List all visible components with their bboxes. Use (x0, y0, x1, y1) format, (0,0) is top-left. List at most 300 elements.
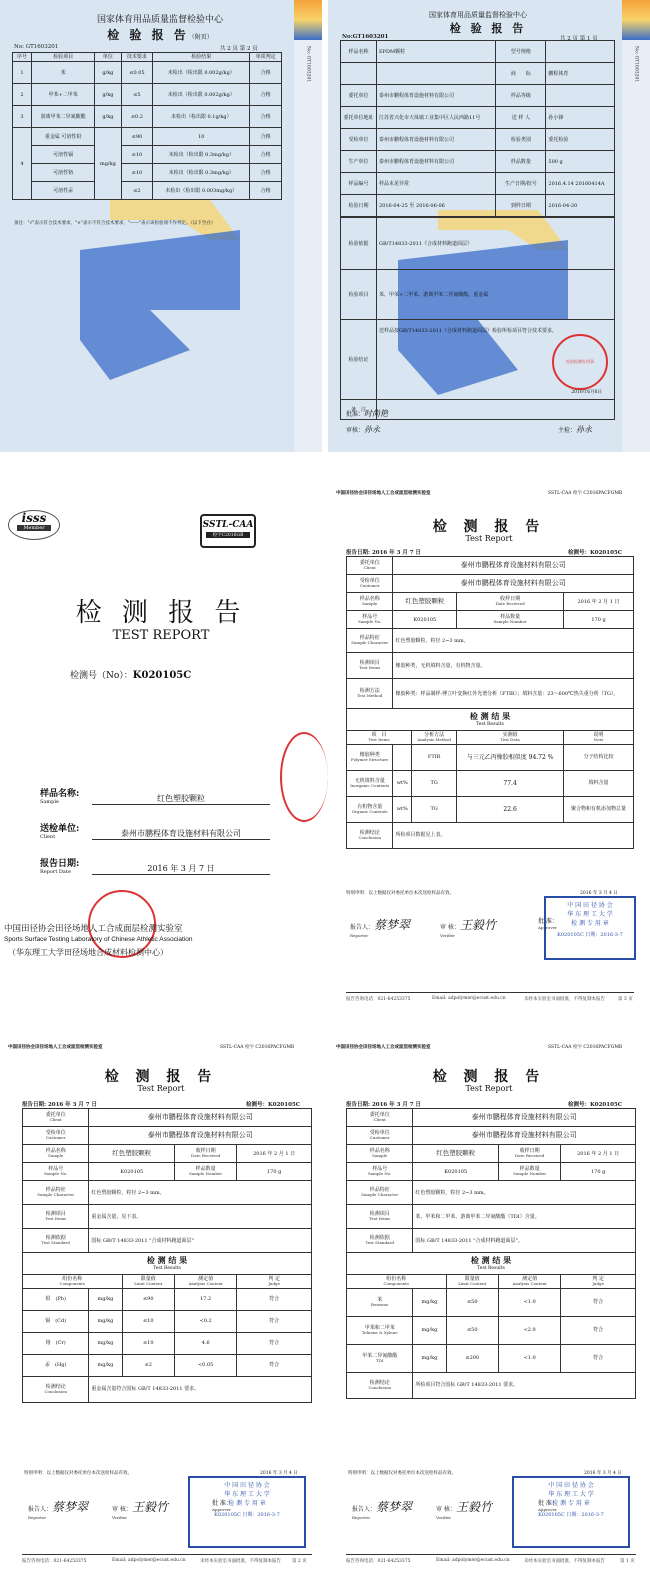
conclusion-value: 所检项目符合国标 GB/T 14833-2011 要求。 (413, 1372, 636, 1398)
table-row (347, 744, 634, 770)
report-number: 检测号：K020105C (246, 1102, 301, 1108)
sample-label: 样品名称 Sample (347, 1145, 413, 1163)
detail-table (340, 217, 615, 420)
column-header: 技术要求 (121, 53, 153, 62)
cover-field: 送检单位: Client 泰州市鹏程体育设施材料有限公司 (40, 821, 270, 840)
field-value: 2016-04-20 (546, 195, 615, 217)
method-value: 橡胶种类：样品制样-傅立叶变换红外光谱分析（FTIR）；填料含量：23～600℃热失重分析（TG）。 (393, 679, 634, 709)
table-row (341, 151, 615, 173)
standard-value: 国标 GB/T 14833-2011 "合成材料跑道面层" (89, 1229, 312, 1253)
table-row (347, 1344, 636, 1372)
client-value: 泰州市鹏程体育设施材料有限公司 (393, 557, 634, 575)
result: 10 (153, 128, 250, 146)
unit: mg/kg (89, 1354, 122, 1376)
table-row (23, 1229, 312, 1253)
limit: ≤10 (121, 146, 153, 164)
report-title: 检 测 报 告 (104, 1069, 218, 1085)
table-row (347, 557, 634, 575)
table-cell: g/kg (95, 62, 121, 84)
table-row (341, 63, 615, 85)
character-value: 红色塑胶颗粒，粒径 2~3 mm。 (413, 1181, 636, 1205)
table-cell: 未检出（检出限 0.002g/kg） (153, 62, 250, 84)
report-cover (0, 470, 322, 1010)
side-number: No: GT1603201 (633, 46, 639, 83)
character-label: 样品特征 Sample Character (23, 1181, 89, 1205)
client-label: 委托单位 Client (347, 557, 393, 575)
item-name: 有机物含量 Organic Contents (347, 796, 393, 822)
basis-value: GB/T14833-2011《合成材料跑道面层》 (377, 218, 615, 270)
table-row (13, 106, 282, 128)
footer-email: Email: adpolymer@ecust.edu.cn (432, 996, 506, 1001)
center-logo-icon (622, 0, 650, 40)
report-date: 报告日期: 2016 年 3 月 7 日 (346, 550, 421, 556)
column-header: 组份名称 Components (23, 1274, 123, 1288)
component: 甲苯和二甲苯 Toluene & Xylene (347, 1316, 413, 1344)
component-name: 重金属 可溶性铅 (31, 128, 94, 146)
table-cell: g/kg (95, 106, 121, 128)
measured: <0.05 (175, 1354, 237, 1376)
table-row (347, 653, 634, 679)
table-cell: ≤0.2 (121, 106, 153, 128)
isss-badge: isss Member (8, 510, 60, 540)
received-label: 收样日期 Date Received (457, 593, 564, 611)
field-value: EPDM颗粒 (377, 41, 496, 63)
basis-label: 检验依据 (341, 218, 377, 270)
remark-label: 备 注 (341, 400, 377, 420)
sample-no-value: K020105 (393, 611, 457, 629)
sample-no-label: 样品号 Sample No. (347, 611, 393, 629)
sign-note: 特别申明：以上数据仅对委托单位本次送检样品有效。 (24, 1471, 132, 1476)
approver-row: 批 准： Approver (212, 1500, 232, 1512)
component: 甲苯二异氰酸酯 TDI (347, 1344, 413, 1372)
client-label: 委托单位 Client (23, 1109, 89, 1127)
table-row (341, 41, 615, 63)
report-date: 报告日期: 2016 年 3 月 7 日 (22, 1102, 97, 1108)
table-row (23, 1332, 312, 1354)
field-label: 送 样 人 (496, 107, 546, 129)
measured: 17.2 (175, 1288, 237, 1310)
sign-date: 2016 年 3 月 4 日 (580, 891, 618, 896)
column-header: 分析方法 Analysis Method (412, 730, 457, 744)
field-label: 商 标 (496, 63, 546, 85)
limit: ≤90 (122, 1288, 175, 1310)
cover-field: 报告日期: Report Date 2016 年 3 月 7 日 (40, 856, 270, 875)
report-number: No:GT1603201 (342, 34, 389, 40)
table-row (347, 575, 634, 593)
items-value: 重金属含量，见下表。 (89, 1205, 312, 1229)
footer-note: 未经本实验室书面批准，不得复制本报告 (524, 1559, 605, 1564)
cover-field-value: 2016 年 3 月 7 日 (92, 863, 270, 875)
judge: 符合 (237, 1288, 312, 1310)
test-data: 与三元乙丙橡胶相似度 94.72 % (457, 744, 564, 770)
character-value: 红色塑胶颗粒，粒径 2~3 mm。 (89, 1181, 312, 1205)
verifier-row: 审 核：王毅竹 Verifier (440, 918, 496, 938)
cover-title: 检 测 报 告 (75, 598, 247, 628)
component: 铬 (Cr) (23, 1332, 89, 1354)
table-row (13, 164, 282, 182)
items-label: 检测项目 Test Items (347, 653, 393, 679)
table-cell: ≤5 (121, 84, 153, 106)
report-title-en: Test Report (465, 534, 513, 543)
header-right: SSTL-CAA 检字 C2016PACFGMR (548, 491, 623, 496)
report-page-2 (328, 0, 650, 452)
component: 苯 Benzene (347, 1288, 413, 1316)
field-label: 样品编号 (341, 173, 377, 195)
field-label: 样品等级 (496, 85, 546, 107)
column-header: 判 定 Judge (237, 1274, 312, 1288)
field-value: 泰州市鹏程体育设施材料有限公司 (377, 151, 496, 173)
method: TG (412, 770, 457, 796)
table-row (347, 1229, 636, 1253)
table-note: 备注："√"表示符合技术要求，"×"表示不符合技术要求，"——"表示该检验项不作判定。（以下空白） (14, 221, 216, 226)
field-value: 2016-04-25 至 2016-06-06 (377, 195, 496, 217)
sign-note: 特别申明：以上数据仅对委托单位本次送检样品有效。 (346, 891, 454, 896)
table-cell: 2 (13, 84, 32, 106)
column-header: 检验项目 (31, 53, 94, 62)
judge: 符合 (561, 1288, 636, 1316)
sstl-badge: SSTL-CAA 检字C2016GB (200, 514, 256, 548)
results-heading (347, 1253, 636, 1275)
conclusion-value: 所检项目数据见上表。 (393, 822, 634, 848)
results-title: 检 测 结 果 Test Results (347, 1253, 636, 1275)
sample-label: 样品名称 Sample (347, 593, 393, 611)
measured: 4.6 (175, 1332, 237, 1354)
note: 分子结构比较 (564, 744, 634, 770)
header-right: SSTL-CAA 检字 C2016PACFGMR (548, 1045, 623, 1050)
red-stamp: 检验检测专用章 (552, 334, 608, 390)
cover-field-value: 泰州市鹏程体育设施材料有限公司 (92, 828, 270, 840)
sign-date: 2016 年 3 月 4 日 (260, 1471, 298, 1476)
character-value: 红色塑胶颗粒，粒径 2~3 mm。 (393, 629, 634, 653)
standard-label: 检测依据 Test Standard (347, 1229, 413, 1253)
judge: 合格 (250, 146, 282, 164)
limit: ≤50 (446, 1288, 499, 1316)
test-data: 77.4 (457, 770, 564, 796)
field-value (546, 41, 615, 63)
judge: 符合 (237, 1310, 312, 1332)
received-value: 2016 年 2 月 1 日 (564, 593, 634, 611)
table-cell: 合格 (250, 106, 282, 128)
measured: <1.0 (499, 1344, 561, 1372)
report-page-heavy-metals (0, 1030, 322, 1572)
table-row (23, 1205, 312, 1229)
table-row (347, 1205, 636, 1229)
items-label: 检验项目 (341, 270, 377, 320)
field-value: 样品未见异常 (377, 173, 496, 195)
report-title: 检 测 报 告 (432, 519, 546, 535)
verifier-row: 审 核：王毅竹 Verifier (436, 1500, 492, 1520)
field-value: 500 g (546, 151, 615, 173)
limit: ≤10 (122, 1310, 175, 1332)
table-row (23, 1145, 312, 1163)
column-header: 单项判定 (250, 53, 282, 62)
column-header: 测定值 Analysis Content (499, 1274, 561, 1288)
sample-number-value: 170 g (561, 1163, 636, 1181)
character-label: 样品特征 Sample Character (347, 629, 393, 653)
judge: 符合 (561, 1344, 636, 1372)
table-row (347, 796, 634, 822)
standard-value: 国标 GB/T 14833-2011 "合成材料跑道面层"。 (413, 1229, 636, 1253)
unit: mg/kg (413, 1344, 446, 1372)
table-row (347, 679, 634, 709)
measured: <1.0 (499, 1288, 561, 1316)
field-label: 型号规格 (496, 41, 546, 63)
header-left: 中国田径协会田径场地人工合成面层检测实验室 (8, 1045, 103, 1050)
sample-number-value: 170 g (237, 1163, 312, 1181)
table-row (347, 1109, 636, 1127)
table-cell: 未检出（检出限 0.1g/kg） (153, 106, 250, 128)
method: TG (412, 796, 457, 822)
sample-no-label: 样品号 Sample No. (347, 1163, 413, 1181)
field-value: 委托检验 (546, 129, 615, 151)
table-row (341, 195, 615, 217)
column-header: 检验结果 (153, 53, 250, 62)
blue-stamp: 中 国 田 径 协 会 华 东 理 工 大 学 检 测 专 用 章 K020105C 日期：2016-3-7 (188, 1476, 306, 1548)
sample-number-label: 样品数量 Sample Number (499, 1163, 561, 1181)
table-row (23, 1354, 312, 1376)
table-row (347, 1163, 636, 1181)
table-cell: 甲苯+二甲苯 (31, 84, 94, 106)
report-date: 报告日期: 2016 年 3 月 7 日 (346, 1102, 421, 1108)
sample-number-label: 样品数量 Sample Number (175, 1163, 237, 1181)
field-value: 鹏程体育 (546, 63, 615, 85)
unit: mg/kg (413, 1316, 446, 1344)
results-title: 检 测 结 果 Test Results (23, 1253, 312, 1275)
results-table (12, 52, 282, 200)
table-cell: 未检出（检出限 0.002g/kg） (153, 84, 250, 106)
field-label: 委托单位 (341, 85, 377, 107)
field-value: 泰州市鹏程体育设施材料有限公司 (377, 129, 496, 151)
table-row (341, 85, 615, 107)
table-cell: 合格 (250, 62, 282, 84)
table-cell: 3 (13, 106, 32, 128)
table-row (23, 1376, 312, 1402)
result: 未检出（检出限 0.3mg/kg） (153, 146, 250, 164)
sample-no-label: 样品号 Sample No. (23, 1163, 89, 1181)
client-value: 泰州市鹏程体育设施材料有限公司 (89, 1109, 312, 1127)
field-value: 2016.4.14 20160414A (546, 173, 615, 195)
conclusion-label: 检测结论 Conclusion (347, 822, 393, 848)
reporter-row: 报告人：蔡梦翠 Reporter (28, 1500, 89, 1520)
customer-value: 泰州市鹏程体育设施材料有限公司 (413, 1127, 636, 1145)
table-row (341, 107, 615, 129)
column-header: 限量值 Limit Content (446, 1274, 499, 1288)
page-indicator: 共 2 页 第 2 页 (220, 46, 258, 52)
table-row (13, 84, 282, 106)
limit: ≤2 (122, 1354, 175, 1376)
conclusion-value: 送样品按GB/T14833-2011《合成材料跑道面层》检验所检项目符合技术要求。 (379, 328, 558, 334)
cover-fields (40, 786, 270, 891)
unit: wt% (393, 770, 412, 796)
column-header: 判 定 Judge (561, 1274, 636, 1288)
blue-stamp: 中 国 田 径 协 会 华 东 理 工 大 学 检 测 专 用 章 K020105C 日期：2016-3-7 (512, 1476, 630, 1548)
footer-phone: 报告咨询电话：021-64253375 (346, 997, 411, 1002)
results-heading (23, 1253, 312, 1275)
partial-red-stamp (280, 732, 328, 822)
test-data: 22.6 (457, 796, 564, 822)
unit: wt% (393, 796, 412, 822)
table-row (13, 62, 282, 84)
items-value: 苯、甲苯+二甲苯、游离甲苯二异氰酸酯、重金属 (377, 270, 615, 320)
page-indicator: 共 2 页 第 1 页 (560, 36, 598, 42)
table-cell: 1 (13, 62, 32, 84)
footer-note: 未经本实验室书面批准，不得复制本报告 (524, 997, 605, 1002)
table-row (341, 129, 615, 151)
judge: 合格 (250, 182, 282, 200)
table-row (347, 1316, 636, 1344)
field-value (546, 85, 615, 107)
table-cell: 苯 (31, 62, 94, 84)
info-table (340, 40, 615, 217)
received-label: 收样日期 Date Received (499, 1145, 561, 1163)
customer-label: 受检单位 Customer (23, 1127, 89, 1145)
reporter-row: 报告人：蔡梦翠 Reporter (352, 1500, 413, 1520)
reporter-row: 报告人：蔡梦翠 Reporter (350, 918, 411, 938)
lab-name: 中国田径协会田径场地人工合成面层检测实验室 (4, 924, 183, 934)
approver-row: 批 准： Approver (538, 918, 558, 930)
field-value (377, 63, 496, 85)
note: 填料含量 (564, 770, 634, 796)
report-page-1 (0, 0, 322, 452)
table-cell: ≤0.05 (121, 62, 153, 84)
table-row (13, 182, 282, 200)
table-row (23, 1163, 312, 1181)
footer-email: Email: adpolymer@ecust.edu.cn (112, 1558, 186, 1563)
header-left: 中国田径协会田径场地人工合成面层检测实验室 (336, 491, 431, 496)
sign-date: 2016年6月6日 (571, 389, 602, 395)
table-row (347, 611, 634, 629)
footer-phone: 报告咨询电话：021-64253375 (346, 1559, 411, 1564)
field-label: 样品数量 (496, 151, 546, 173)
limit: ≤90 (121, 128, 153, 146)
note: 聚合物和有机添加物总量 (564, 796, 634, 822)
component-name: 可溶性镉 (31, 146, 94, 164)
component: 汞 (Hg) (23, 1354, 89, 1376)
sign-date: 2016 年 3 月 4 日 (584, 1471, 622, 1476)
field-label: 样品名称 (341, 41, 377, 63)
unit: mg/kg (413, 1288, 446, 1316)
table-row (347, 1288, 636, 1316)
judge: 符合 (561, 1316, 636, 1344)
sample-value: 红色塑胶颗粒 (89, 1145, 175, 1163)
cover-title-en: TEST REPORT (112, 628, 210, 643)
conclusion-value: 重金属含量符合国标 GB/T 14833-2011 要求。 (89, 1376, 312, 1402)
table-row (13, 146, 282, 164)
component-name: 可溶性汞 (31, 182, 94, 200)
side-logo-band (294, 0, 322, 452)
limit: ≤10 (122, 1332, 175, 1354)
field-label: 检验类别 (496, 129, 546, 151)
sample-value: 红色塑胶颗粒 (393, 593, 457, 611)
client-label: 委托单位 Client (347, 1109, 413, 1127)
table-header-row (347, 730, 634, 744)
blue-stamp: 中 国 田 径 协 会 华 东 理 工 大 学 检 测 专 用 章 K020105C 日期：2016-3-7 (544, 896, 636, 960)
unit: mg/kg (95, 128, 121, 200)
field-label: 生产日期/批号 (496, 173, 546, 195)
unit (393, 744, 412, 770)
conclusion-label: 检测结论 Conclusion (347, 1372, 413, 1398)
table-row (347, 770, 634, 796)
sample-label: 样品名称 Sample (23, 1145, 89, 1163)
column-header: 实测值 Test Data (457, 730, 564, 744)
approver-row: 批 准： Approver (538, 1500, 558, 1512)
customer-value: 泰州市鹏程体育设施材料有限公司 (89, 1127, 312, 1145)
column-header: 组份名称 Components (347, 1274, 447, 1288)
character-label: 样品特征 Sample Character (347, 1181, 413, 1205)
table-row (347, 1127, 636, 1145)
judge: 符合 (237, 1332, 312, 1354)
group-number: 4 (13, 128, 32, 200)
field-value: 江苏省兴化市大垛镇工业集中区人民西路11号 (377, 107, 496, 129)
sample-no-value: K020105 (89, 1163, 175, 1181)
judge: 符合 (237, 1354, 312, 1376)
judge: 合格 (250, 164, 282, 182)
client-value: 泰州市鹏程体育设施材料有限公司 (413, 1109, 636, 1127)
report-title: 检 测 报 告 (432, 1069, 546, 1085)
benzene-table (346, 1108, 636, 1399)
table-cell: 合格 (250, 84, 282, 106)
report-page-benzene (328, 1030, 650, 1572)
table-cell: 游离甲苯二异氰酸酯 (31, 106, 94, 128)
component-name: 可溶性铬 (31, 164, 94, 182)
conclusion-label: 检验结论 (341, 320, 377, 400)
table-row (347, 1372, 636, 1398)
items-label: 检测项目 Test Items (347, 1205, 413, 1229)
measured: <0.2 (175, 1310, 237, 1332)
items-value: 苯，甲苯和二甲苯，游离甲苯二异氰酸酯（TDI）含量。 (413, 1205, 636, 1229)
limit: ≤50 (446, 1316, 499, 1344)
table-cell: g/kg (95, 84, 121, 106)
report-number: 检测号：K020105C (568, 550, 623, 556)
method-label: 检测方法 Test Method (347, 679, 393, 709)
lab-name-en: Sports Surface Testing Laboratory of Chinese Athletic Association (4, 936, 193, 943)
table-row (23, 1127, 312, 1145)
field-label: 到样日期 (496, 195, 546, 217)
table-row (23, 1310, 312, 1332)
report-title-en: Test Report (465, 1084, 513, 1093)
footer-page: 第 3 页 (618, 997, 633, 1002)
table-row (347, 822, 634, 848)
conclusion-label: 检测结论 Conclusion (23, 1376, 89, 1402)
sign-note: 特别申明：以上数据仅对委托单位本次送检样品有效。 (348, 1471, 456, 1476)
field-value: 孙小锋 (546, 107, 615, 129)
field-label: 委托单位地址 (341, 107, 377, 129)
verifier-row: 审 核：王毅竹 Verifier (112, 1500, 168, 1520)
report-number: 检测号：K020105C (568, 1102, 623, 1108)
component: 镉 (Cd) (23, 1310, 89, 1332)
report-page-composition (328, 470, 650, 1010)
table-row (347, 593, 634, 611)
items-label: 检测项目 Test Items (23, 1205, 89, 1229)
customer-label: 受检单位 Customer (347, 1127, 413, 1145)
column-header: 限量值 Limit Content (122, 1274, 175, 1288)
sample-number-label: 样品数量 Sample Number (457, 611, 564, 629)
cover-number: 检测号（No）：K020105C (70, 670, 192, 681)
column-header: 测定值 Analysis Content (175, 1274, 237, 1288)
column-header: 序号 (13, 53, 32, 62)
limit: ≤2 (121, 182, 153, 200)
limit: ≤10 (121, 164, 153, 182)
writer-row: 主检：孙永 (558, 425, 593, 434)
footer-phone: 报告咨询电话：021-64253375 (22, 1559, 87, 1564)
unit: mg/kg (89, 1332, 122, 1354)
column-header: 单位 (95, 53, 121, 62)
header-right: SSTL-CAA 检字 C2016PACFGMR (220, 1045, 295, 1050)
field-label: 检验日期 (341, 195, 377, 217)
table-row (341, 173, 615, 195)
sample-value: 红色塑胶颗粒 (413, 1145, 499, 1163)
field-label (341, 63, 377, 85)
